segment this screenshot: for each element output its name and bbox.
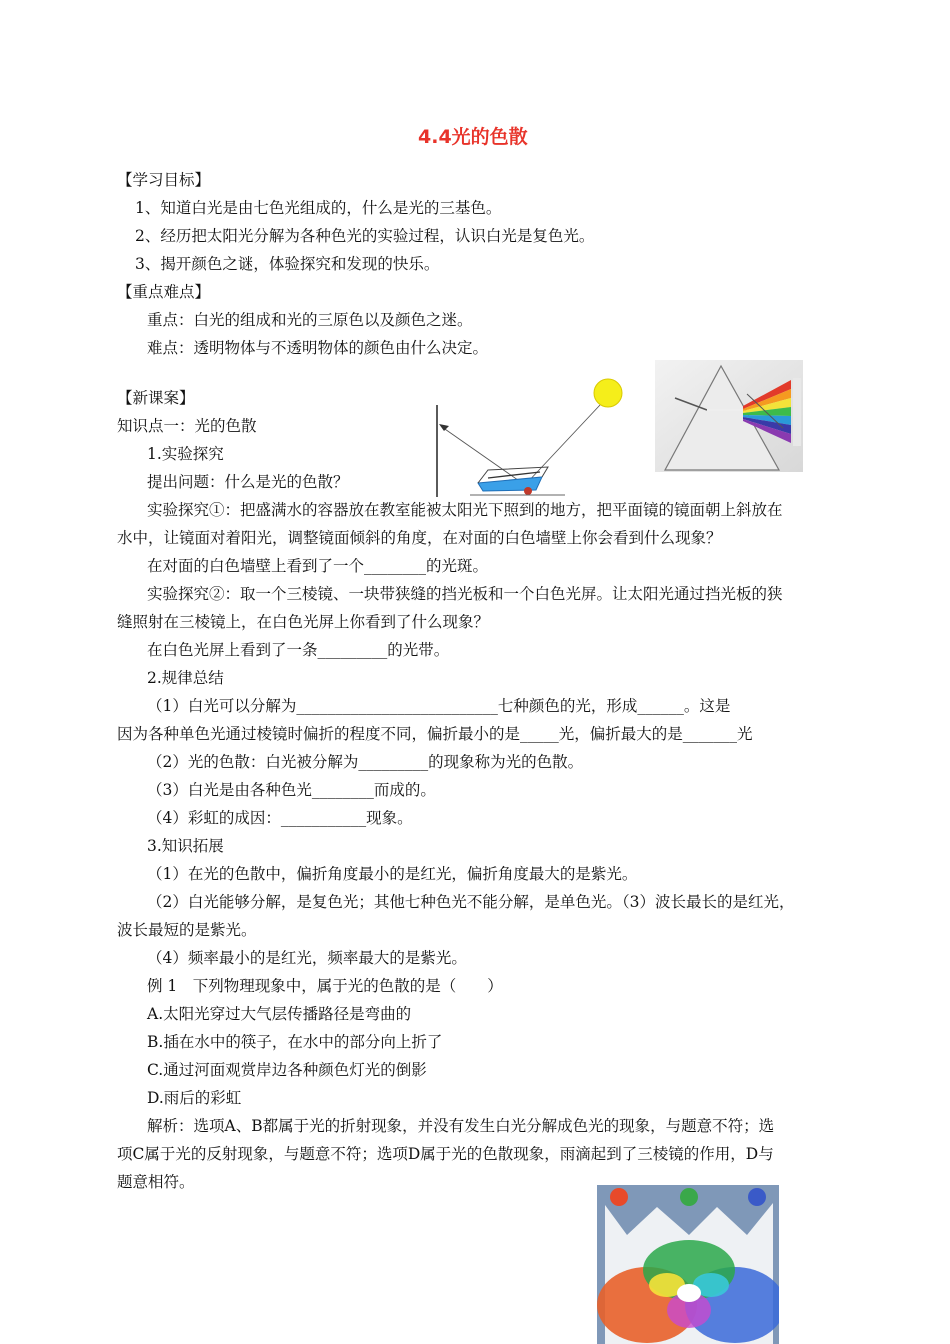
knowledge-2-line: 波长最短的是紫光。 bbox=[117, 921, 257, 939]
key-point-item: 重点：白光的组成和光的三原色以及颜色之迷。 bbox=[147, 311, 473, 329]
new-lesson-heading: 【新课案】 bbox=[117, 389, 195, 407]
analysis-line: 题意相符。 bbox=[117, 1173, 195, 1191]
example-1-stem: 例 1 下列物理现象中，属于光的色散的是（ ） bbox=[147, 977, 503, 995]
rule-3: （3）白光是由各种色光________而成的。 bbox=[147, 781, 436, 799]
section-3-heading: 3.知识拓展 bbox=[147, 837, 224, 855]
page-title: 4.4光的色散 bbox=[418, 126, 528, 148]
experiment-2-line: 实验探究②：取一个三棱镜、一块带狭缝的挡光板和一个白色光屏。让太阳光通过挡光板的狭 bbox=[147, 585, 783, 603]
option-a: A.太阳光穿过大气层传播路径是弯曲的 bbox=[147, 1005, 412, 1023]
water-mirror-diagram bbox=[430, 375, 630, 500]
experiment-1-line: 水中，让镜面对着阳光，调整镜面倾斜的角度，在对面的白色墙壁上你会看到什么现象？ bbox=[117, 529, 722, 547]
option-d: D.雨后的彩虹 bbox=[147, 1089, 242, 1107]
rule-1-line: 因为各种单色光通过棱镜时偏折的程度不同，偏折最小的是_____光，偏折最大的是_______光 bbox=[117, 725, 753, 743]
experiment-1-line: 实验探究①：把盛满水的容器放在教室能被太阳光下照到的地方，把平面镜的镜面朝上斜放在 bbox=[147, 501, 783, 519]
knowledge-2-line: （2）白光能够分解，是复色光；其他七种色光不能分解，是单色光。（3）波长最长的是红光， bbox=[147, 893, 795, 911]
question: 提出问题：什么是光的色散？ bbox=[147, 473, 349, 491]
rule-1-line: （1）白光可以分解为__________________________七种颜色的光，形成______。这是 bbox=[147, 697, 731, 715]
experiment-2-line: 缝照射在三棱镜上，在白色光屏上你看到了什么现象？ bbox=[117, 613, 490, 631]
objective-item: 2、经历把太阳光分解为各种色光的实验过程，认识白光是复色光。 bbox=[135, 227, 595, 245]
prism-dispersion-figure bbox=[655, 360, 803, 472]
knowledge-point-1: 知识点一：光的色散 bbox=[117, 417, 257, 435]
objectives-heading: 【学习目标】 bbox=[117, 171, 211, 189]
objective-item: 1、知道白光是由七色光组成的，什么是光的三基色。 bbox=[135, 199, 502, 217]
objective-item: 3、揭开颜色之谜，体验探究和发现的快乐。 bbox=[135, 255, 440, 273]
key-point-item: 难点：透明物体与不透明物体的颜色由什么决定。 bbox=[147, 339, 489, 357]
knowledge-4: （4）频率最小的是红光，频率最大的是紫光。 bbox=[147, 949, 467, 967]
experiment-2-answer: 在白色光屏上看到了一条_________的光带。 bbox=[147, 641, 450, 659]
key-points-heading: 【重点难点】 bbox=[117, 283, 211, 301]
experiment-1-answer: 在对面的白色墙壁上看到了一个________的光斑。 bbox=[147, 557, 489, 575]
analysis-line: 解析：选项A、B都属于光的折射现象，并没有发生白光分解成色光的现象，与题意不符；选 bbox=[147, 1117, 775, 1135]
knowledge-1: （1）在光的色散中，偏折角度最小的是红光，偏折角度最大的是紫光。 bbox=[147, 865, 638, 883]
rule-2: （2）光的色散：白光被分解为_________的现象称为光的色散。 bbox=[147, 753, 584, 771]
rule-4: （4）彩虹的成因：___________现象。 bbox=[147, 809, 413, 827]
analysis-line: 项C属于光的反射现象，与题意不符；选项D属于光的色散现象，雨滴起到了三棱镜的作用，D与 bbox=[117, 1145, 774, 1163]
rgb-lights-figure bbox=[597, 1185, 779, 1344]
section-2-heading: 2.规律总结 bbox=[147, 669, 224, 687]
option-c: C.通过河面观赏岸边各种颜色灯光的倒影 bbox=[147, 1061, 427, 1079]
section-1-heading: 1.实验探究 bbox=[147, 445, 224, 463]
option-b: B.插在水中的筷子，在水中的部分向上折了 bbox=[147, 1033, 443, 1051]
